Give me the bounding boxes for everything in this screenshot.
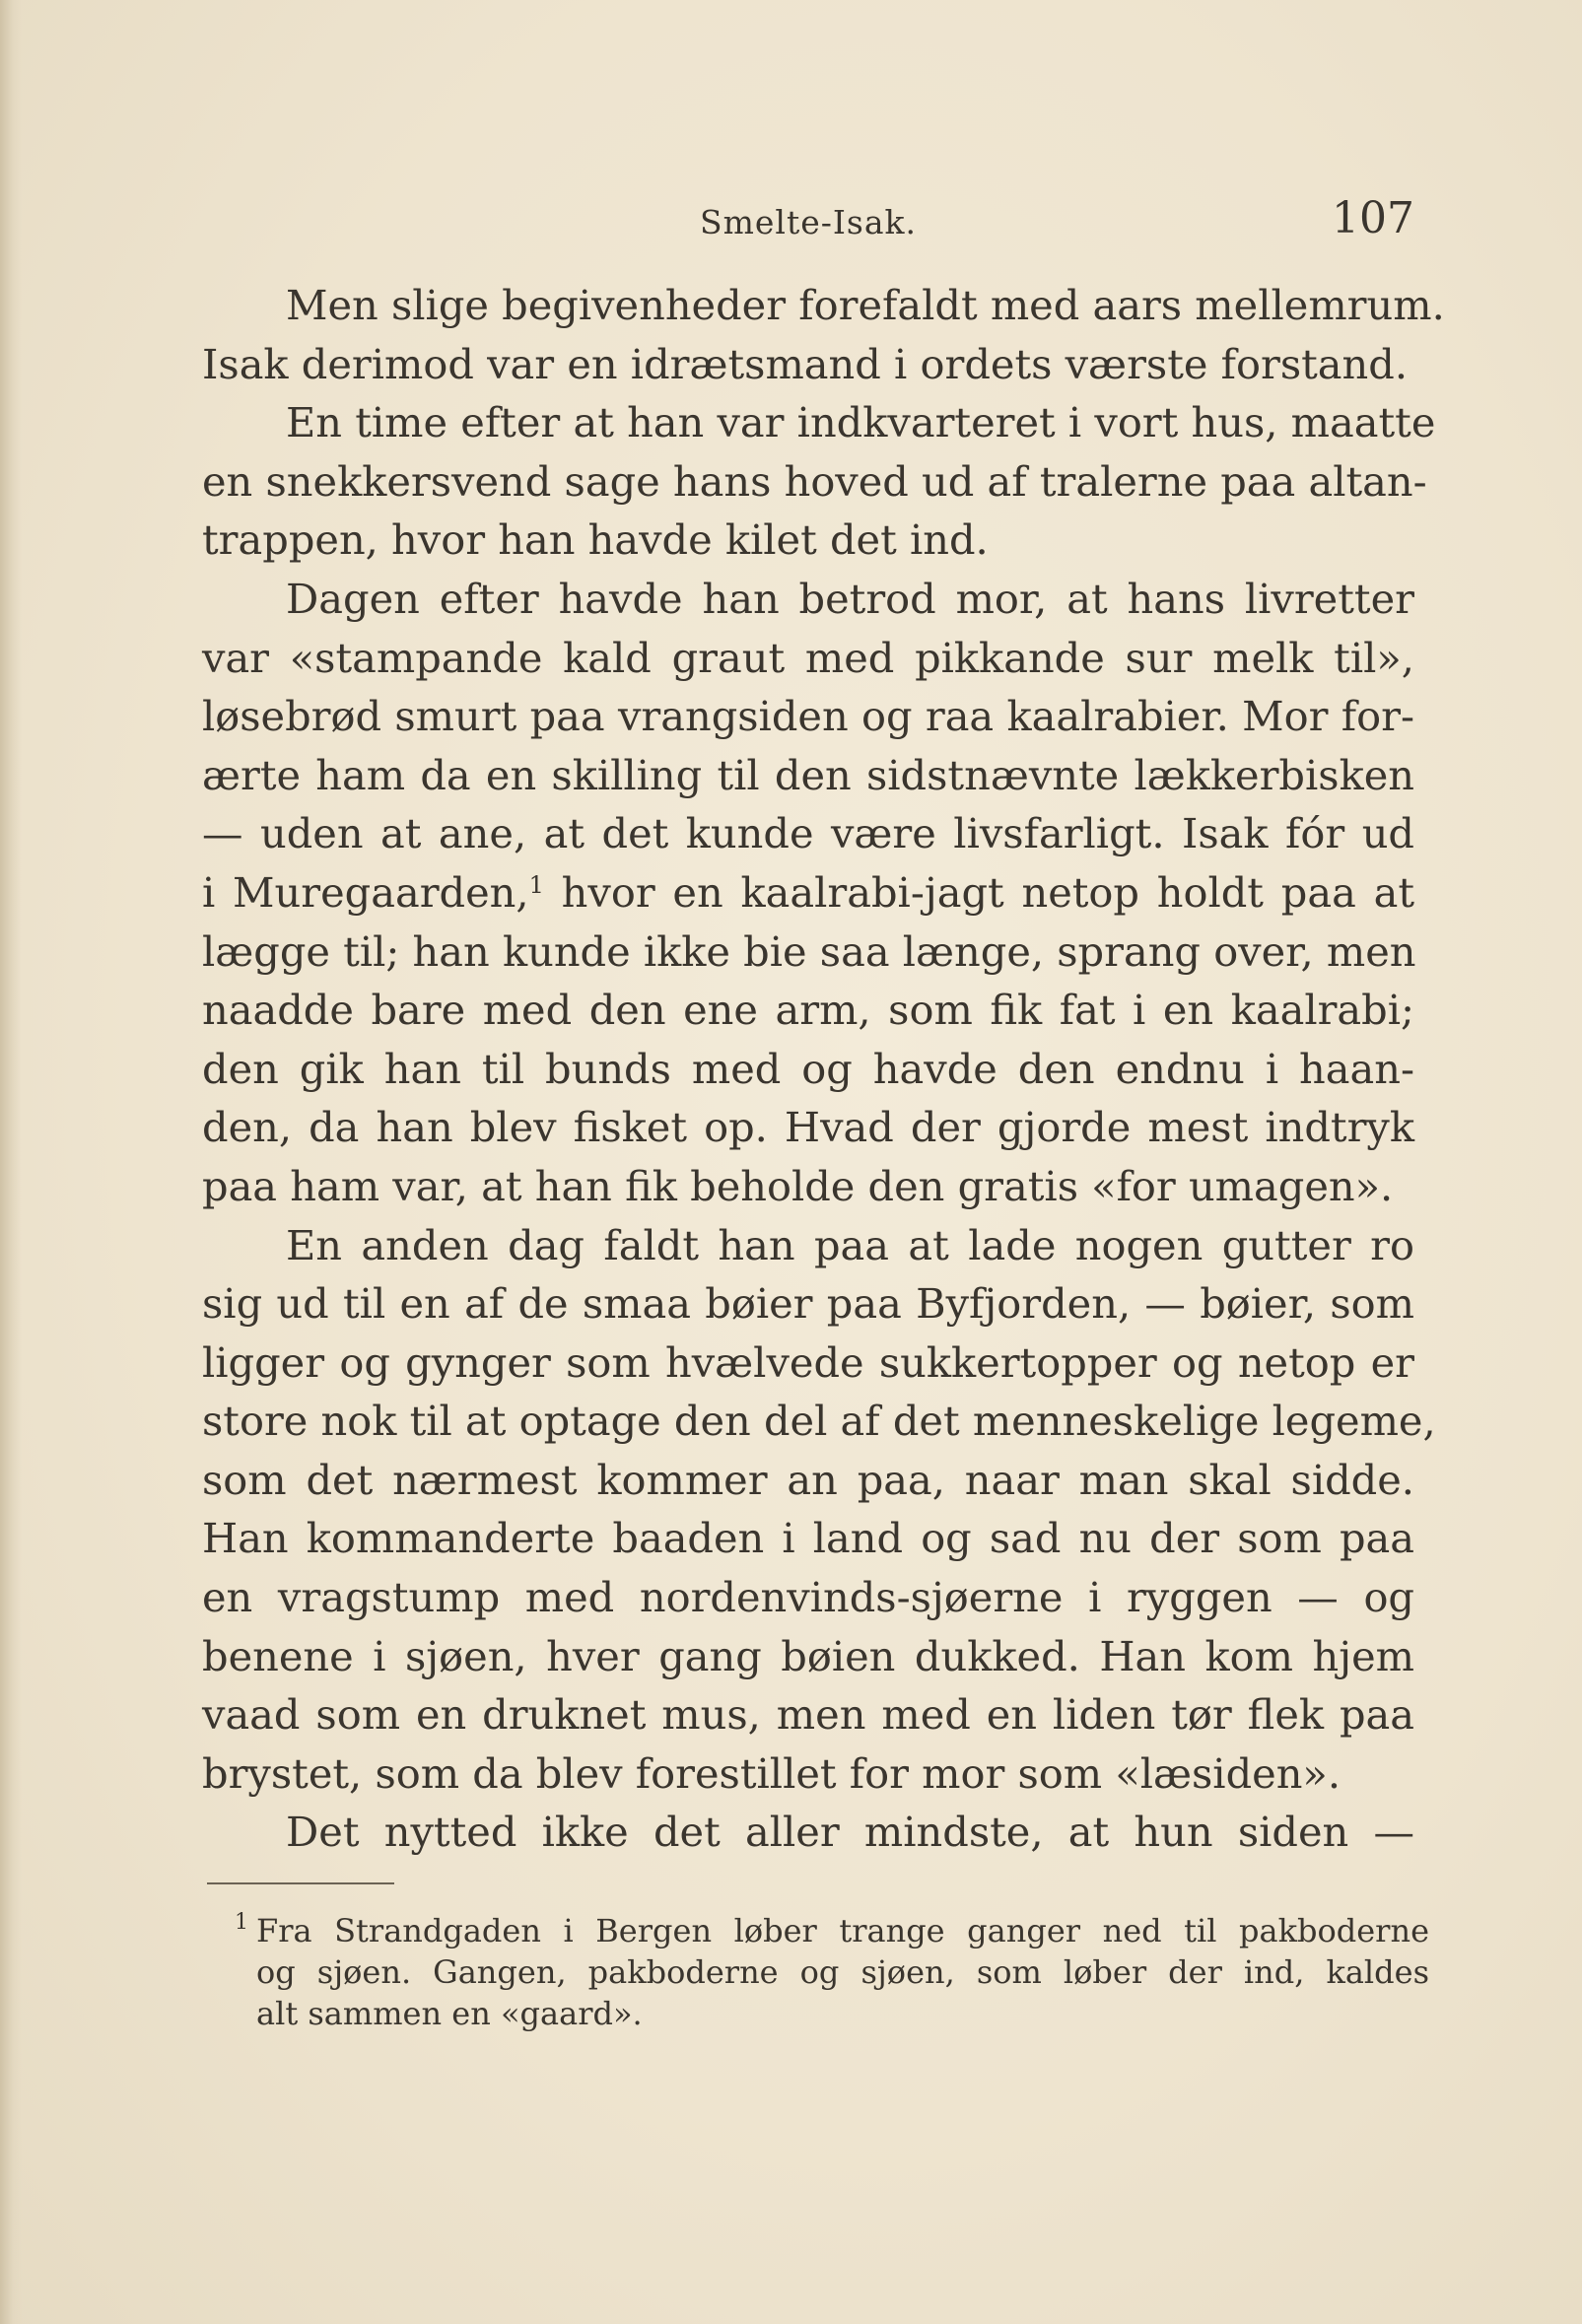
text-line: Det nytted ikke det aller mindste, at hun siden — xyxy=(286,1808,1414,1857)
text-line: benene i sjøen, hver gang bøien dukked. Han kom hjem xyxy=(202,1631,1414,1680)
page-number: 107 xyxy=(1332,193,1414,243)
running-title: Smelte-Isak. xyxy=(699,203,918,241)
body-text xyxy=(202,276,1445,1862)
text-line: store nok til at optage den del af det menneskelige legeme, xyxy=(202,1397,1436,1446)
text-line: løsebrød smurt paa vrangsiden og raa kaalrabier. Mor for- xyxy=(202,692,1414,741)
text-line: Dagen efter havde han betrod mor, at hans livretter xyxy=(286,574,1414,623)
text-line: brystet, som da blev forestillet for mor som «læsiden». xyxy=(202,1748,1341,1798)
text-line: Men slige begivenheder forefaldt med aars mellemrum. xyxy=(286,281,1445,329)
text-line: ærte ham da en skilling til den sidstnævnte lækkerbisken xyxy=(202,750,1414,799)
text-line: en snekkersvend sage hans hoved ud af tralerne paa altan- xyxy=(202,456,1427,506)
gutter-shadow xyxy=(0,0,22,2324)
text-fragment: i Muregaarden, xyxy=(202,867,529,917)
text-line: den, da han blev fisket op. Hvad der gjorde mest indtryk xyxy=(202,1103,1414,1152)
footnote xyxy=(235,1910,1429,2034)
text-line: som det nærmest kommer an paa, naar man skal sidde. xyxy=(202,1455,1414,1504)
text-line: lægge til; han kunde ikke bie saa længe, sprang over, men xyxy=(202,926,1416,976)
footnote-line: og sjøen. Gangen, pakboderne og sjøen, som løber der ind, kaldes xyxy=(256,1953,1429,1991)
footnote-reference: 1 xyxy=(528,870,544,899)
text-line: En anden dag faldt han paa at lade nogen gutter ro xyxy=(286,1220,1414,1269)
running-head xyxy=(202,193,1414,252)
text-line: vaad som en druknet mus, men med en liden tør flek paa xyxy=(202,1690,1414,1740)
text-line: paa ham var, at han fik beholde den gratis «for umagen». xyxy=(202,1161,1394,1210)
text-line: ligger og gynger som hvælvede sukkertopper og netop er xyxy=(202,1337,1414,1387)
text-line: naadde bare med den ene arm, som fik fat i en kaalrabi; xyxy=(202,986,1414,1035)
text-line: Han kommanderte baaden i land og sad nu der som paa xyxy=(202,1514,1414,1563)
text-line: en vragstump med nordenvinds-sjøerne i ryggen — og xyxy=(202,1573,1414,1622)
text-line: den gik han til bunds med og havde den endnu i haan- xyxy=(202,1044,1414,1093)
text-line: Isak derimod var en idrætsmand i ordets værste forstand. xyxy=(202,339,1409,388)
footnote-marker: 1 xyxy=(235,1910,248,1935)
text-line-with-footnote-ref xyxy=(202,863,1414,923)
text-line: var «stampande kald graut med pikkande sur melk til», xyxy=(202,633,1414,682)
footnote-separator xyxy=(207,1882,394,1884)
text-line: — uden at ane, at det kunde være livsfarligt. Isak fór ud xyxy=(202,809,1414,858)
footnote-line: Fra Strandgaden i Bergen løber trange ganger ned til pakboderne xyxy=(256,1912,1429,1949)
footnote-line: alt sammen en «gaard». xyxy=(256,1995,643,2032)
text-line: En time efter at han var indkvarteret i vort hus, maatte xyxy=(286,398,1436,447)
text-line: sig ud til en af de smaa bøier paa Byfjorden, — bøier, som xyxy=(202,1279,1414,1329)
text-fragment: hvor en kaalrabi-jagt netop holdt paa at xyxy=(543,867,1414,917)
text-line: trappen, hvor han havde kilet det ind. xyxy=(202,515,989,565)
